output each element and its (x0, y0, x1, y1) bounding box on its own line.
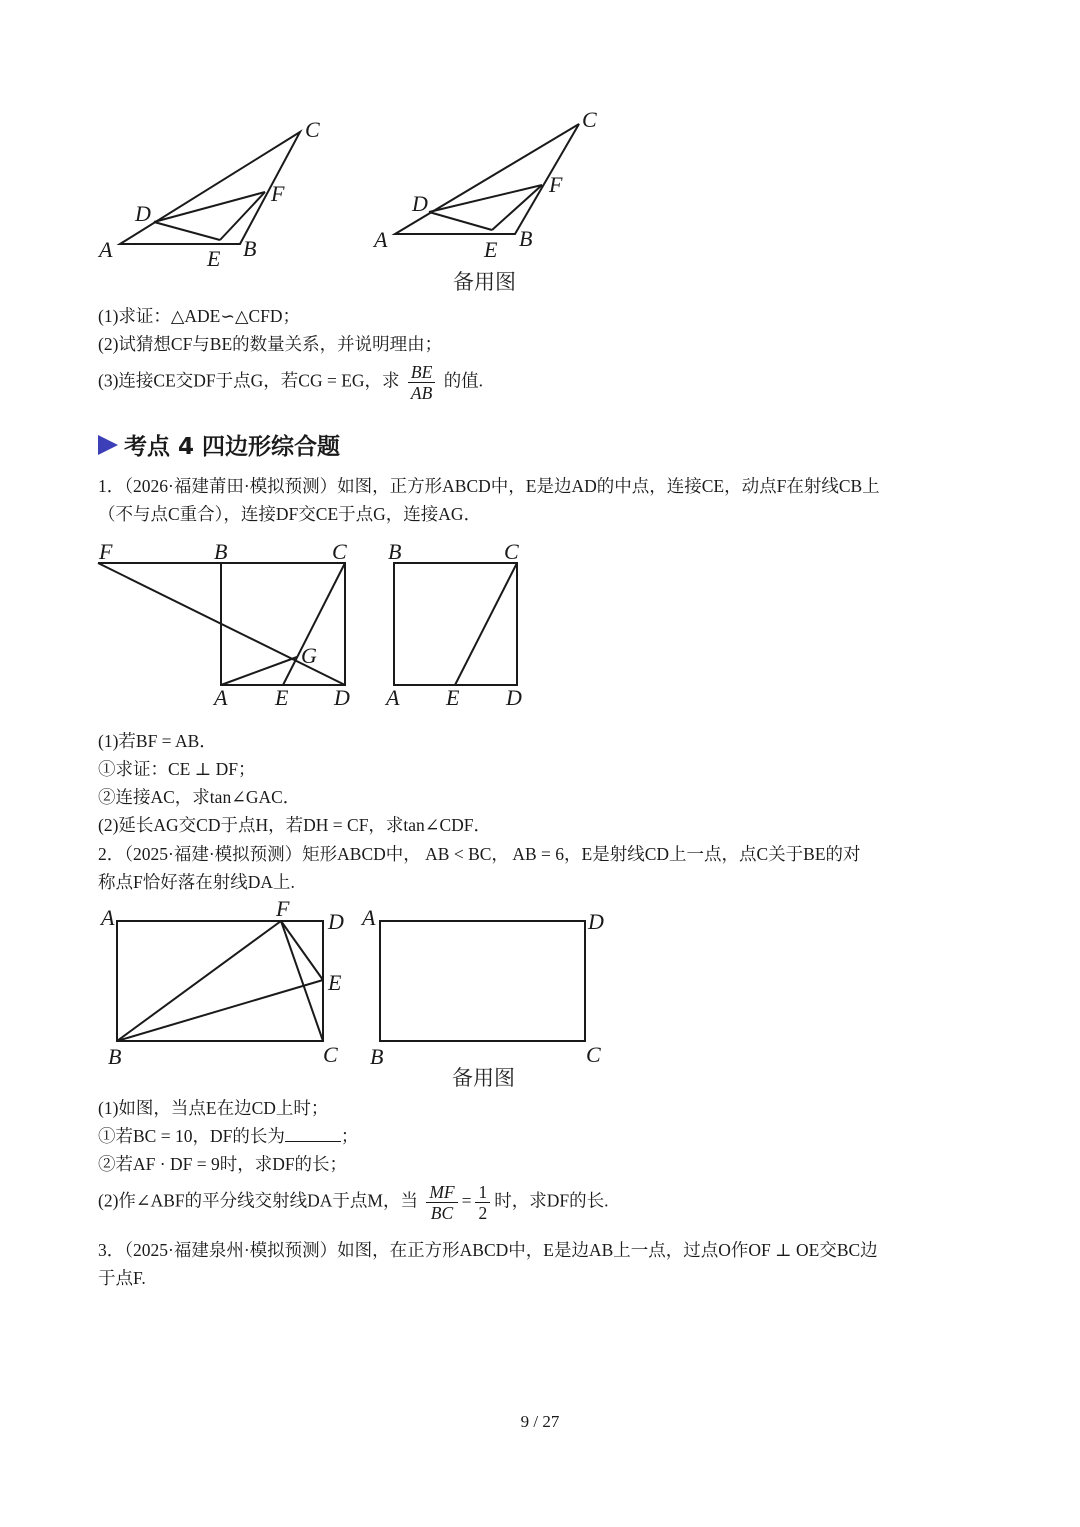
page-number: 9 / 27 (520, 1412, 560, 1431)
label-a: A (101, 905, 115, 930)
segment-df (154, 192, 265, 222)
label-c-spare: C (586, 1042, 601, 1067)
problem1-line2: （不与点C重合），连接DF交CE于点G，连接AG． (98, 504, 482, 524)
segment-ef (220, 192, 265, 240)
figure-rectangle-main (95, 895, 360, 1080)
play-arrow-icon (98, 435, 118, 455)
label-d: D (328, 909, 344, 934)
figure-square-main (90, 535, 380, 720)
label-d-spare: D (506, 685, 522, 710)
spare-caption-1: 备用图 (453, 270, 516, 294)
section-heading (98, 428, 340, 461)
problem2-line1: 2．（2025·福建·模拟预测）矩形ABCD中， AB < BC， AB = 6，E是射线CD上一点，点C关于BE的对 (98, 844, 861, 864)
label-b: B (108, 1044, 122, 1069)
segment-ce-spare (455, 563, 517, 685)
label-a: A (214, 685, 228, 710)
fraction-numerator: BE (408, 362, 435, 383)
label-g: G (301, 643, 317, 668)
fraction-one-half (475, 1182, 490, 1223)
label-f: F (276, 896, 290, 921)
problem2-sub1a-text: ①若BC = 10，DF的长为 (98, 1126, 285, 1146)
figure-triangle-spare (365, 100, 625, 275)
problem3-line1: 3．（2025·福建泉州·模拟预测）如图，在正方形ABCD中，E是边AB上一点，过点O作OF ⊥ OE交BC边 (98, 1240, 878, 1260)
fraction-denominator: AB (410, 383, 433, 403)
label-f: F (99, 539, 113, 564)
label-b: B (214, 539, 228, 564)
figure-triangle-main (90, 110, 350, 285)
rectangle-abcd-spare (380, 921, 585, 1041)
square-abcd (221, 563, 345, 685)
label-a-spare: A (362, 905, 376, 930)
label-e-spare: E (446, 685, 460, 710)
problem2-sub1b: ②若AF · DF = 9时，求DF的长； (98, 1154, 348, 1174)
label-c: C (332, 539, 347, 564)
segment-de-spare (429, 212, 492, 230)
problem2-sub1: (1)如图，当点E在边CD上时； (98, 1098, 329, 1118)
label-b-spare: B (388, 539, 402, 564)
segment-be (117, 980, 323, 1041)
fraction-numerator: MF (426, 1182, 457, 1203)
problem2-sub2 (98, 1182, 608, 1223)
problem1-sub2: (2)延长AG交CD于点H，若DH = CF，求tan∠CDF． (98, 815, 492, 835)
fraction-mf-bc (426, 1182, 457, 1223)
label-a-spare: A (386, 685, 400, 710)
problem2-line2: 称点F恰好落在射线DA上. (98, 872, 295, 892)
figure-square-spare (380, 535, 540, 720)
fraction-numerator: 1 (475, 1182, 490, 1203)
problem2-sub1a (98, 1122, 358, 1150)
label-e: E (207, 246, 221, 271)
prev-q3 (98, 362, 483, 403)
prev-q3-tail: 的值. (443, 370, 484, 391)
label-d-spare: D (588, 909, 604, 934)
label-e: E (275, 685, 289, 710)
prev-q3-text: (3)连接CE交DF于点G，若CG = EG，求 (98, 370, 400, 391)
problem2-sub2-tail: 时，求DF的长. (494, 1190, 609, 1211)
fraction-denominator: 2 (478, 1203, 488, 1223)
rectangle-abcd (117, 921, 323, 1041)
label-c: C (323, 1042, 338, 1067)
label-b-spare: B (519, 226, 533, 251)
problem1-sub1a: ①求证：CE ⊥ DF； (98, 759, 256, 779)
fraction-be-ab (408, 362, 435, 403)
label-d: D (135, 201, 151, 226)
square-abcd-spare (394, 563, 517, 685)
section-heading-text: 考点 4 四边形综合题 (124, 434, 341, 460)
spare-caption-2: 备用图 (452, 1066, 515, 1090)
label-b: B (243, 236, 257, 261)
problem2-sub1a-tail: ； (340, 1126, 359, 1146)
fraction-denominator: BC (430, 1203, 454, 1223)
label-c: C (305, 117, 320, 142)
label-b-spare: B (370, 1044, 384, 1069)
label-e-spare: E (484, 237, 498, 262)
prev-q1: (1)求证：△ADE∽△CFD； (98, 306, 300, 326)
problem1-line1: 1．（2026·福建莆田·模拟预测）如图，正方形ABCD中，E是边AD的中点，连接CE，动点F在射线CB上 (98, 476, 880, 496)
label-c-spare: C (582, 107, 597, 132)
figure-rectangle-spare (355, 895, 625, 1080)
problem3-line2: 于点F. (98, 1268, 146, 1288)
label-d: D (334, 685, 350, 710)
label-f: F (271, 181, 285, 206)
equals-sign: = (461, 1190, 472, 1211)
segment-de (154, 222, 220, 240)
prev-q2: (2)试猜想CF与BE的数量关系，并说明理由； (98, 334, 443, 354)
problem2-sub2-text: (2)作∠ABF的平分线交射线DA于点M，当 (98, 1190, 418, 1211)
segment-fe (281, 921, 323, 980)
problem1-sub1: (1)若BF = AB． (98, 731, 217, 751)
label-a-spare: A (374, 227, 388, 252)
segment-df-spare (429, 185, 542, 212)
problem1-sub1b: ②连接AC，求tan∠GAC． (98, 787, 301, 807)
label-c-spare: C (504, 539, 519, 564)
label-e: E (328, 970, 342, 995)
label-d-spare: D (412, 191, 428, 216)
answer-blank (285, 1123, 341, 1142)
segment-bf (117, 921, 281, 1041)
label-f-spare: F (549, 172, 563, 197)
label-a: A (99, 237, 113, 262)
